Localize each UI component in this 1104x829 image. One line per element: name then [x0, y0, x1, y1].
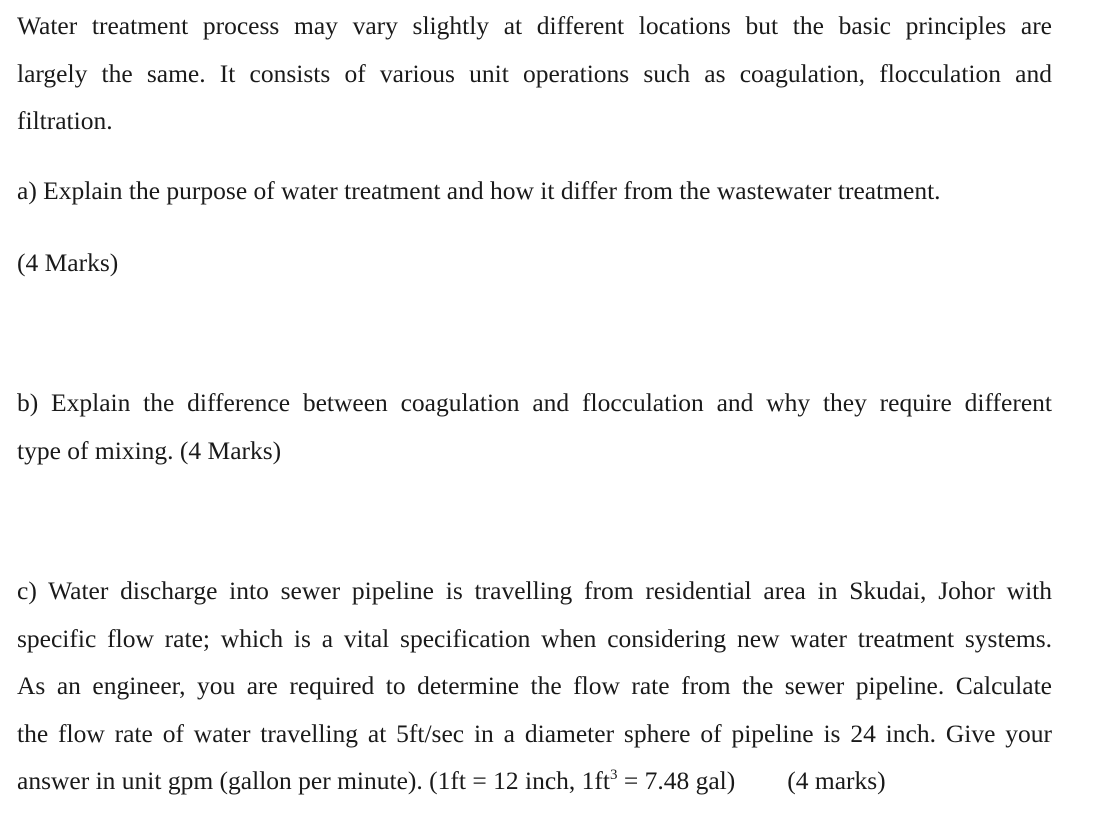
question-b — [17, 379, 1052, 474]
question-b-line-2: type of mixing. (4 Marks) — [17, 435, 282, 465]
intro-line-1: Water treatment process may vary slightly at different locations but the basic principles are — [17, 11, 1052, 40]
intro-paragraph — [17, 2, 1052, 145]
question-a-text: a) Explain the purpose of water treatment and how it differ from the wastewater treatment. — [17, 176, 941, 205]
intro-line-3: filtration. — [17, 106, 113, 135]
intro-line-2: largely the same. It consists of various unit operations such as coagulation, flocculation and — [17, 58, 1052, 88]
question-c-line-5-suffix: = 7.48 gal) — [617, 766, 736, 795]
question-c-line-1: c) Water discharge into sewer pipeline is travelling from residential area in Skudai, Johor with — [17, 576, 1052, 605]
question-c — [17, 567, 1052, 805]
question-c-line-4: the flow rate of water travelling at 5ft/sec in a diameter sphere of pipeline is 24 inch. Give your — [17, 718, 1052, 748]
question-a — [17, 167, 1052, 215]
superscript-three: 3 — [609, 767, 618, 783]
question-b-line-1: b) Explain the difference between coagulation and flocculation and why they require different — [17, 388, 1052, 417]
question-a-marks: (4 Marks) — [17, 248, 119, 277]
question-c-line-5-prefix: answer in unit gpm (gallon per minute). (1ft = 12 inch, 1ft — [17, 766, 610, 795]
question-a-marks-block — [17, 239, 1052, 287]
question-c-line-5 — [17, 757, 1052, 805]
question-c-marks: (4 marks) — [787, 766, 886, 795]
question-c-line-2: specific flow rate; which is a vital specification when considering new water treatment systems. — [17, 623, 1052, 653]
question-c-line-3: As an engineer, you are required to determine the flow rate from the sewer pipeline. Calculate — [17, 671, 1052, 700]
